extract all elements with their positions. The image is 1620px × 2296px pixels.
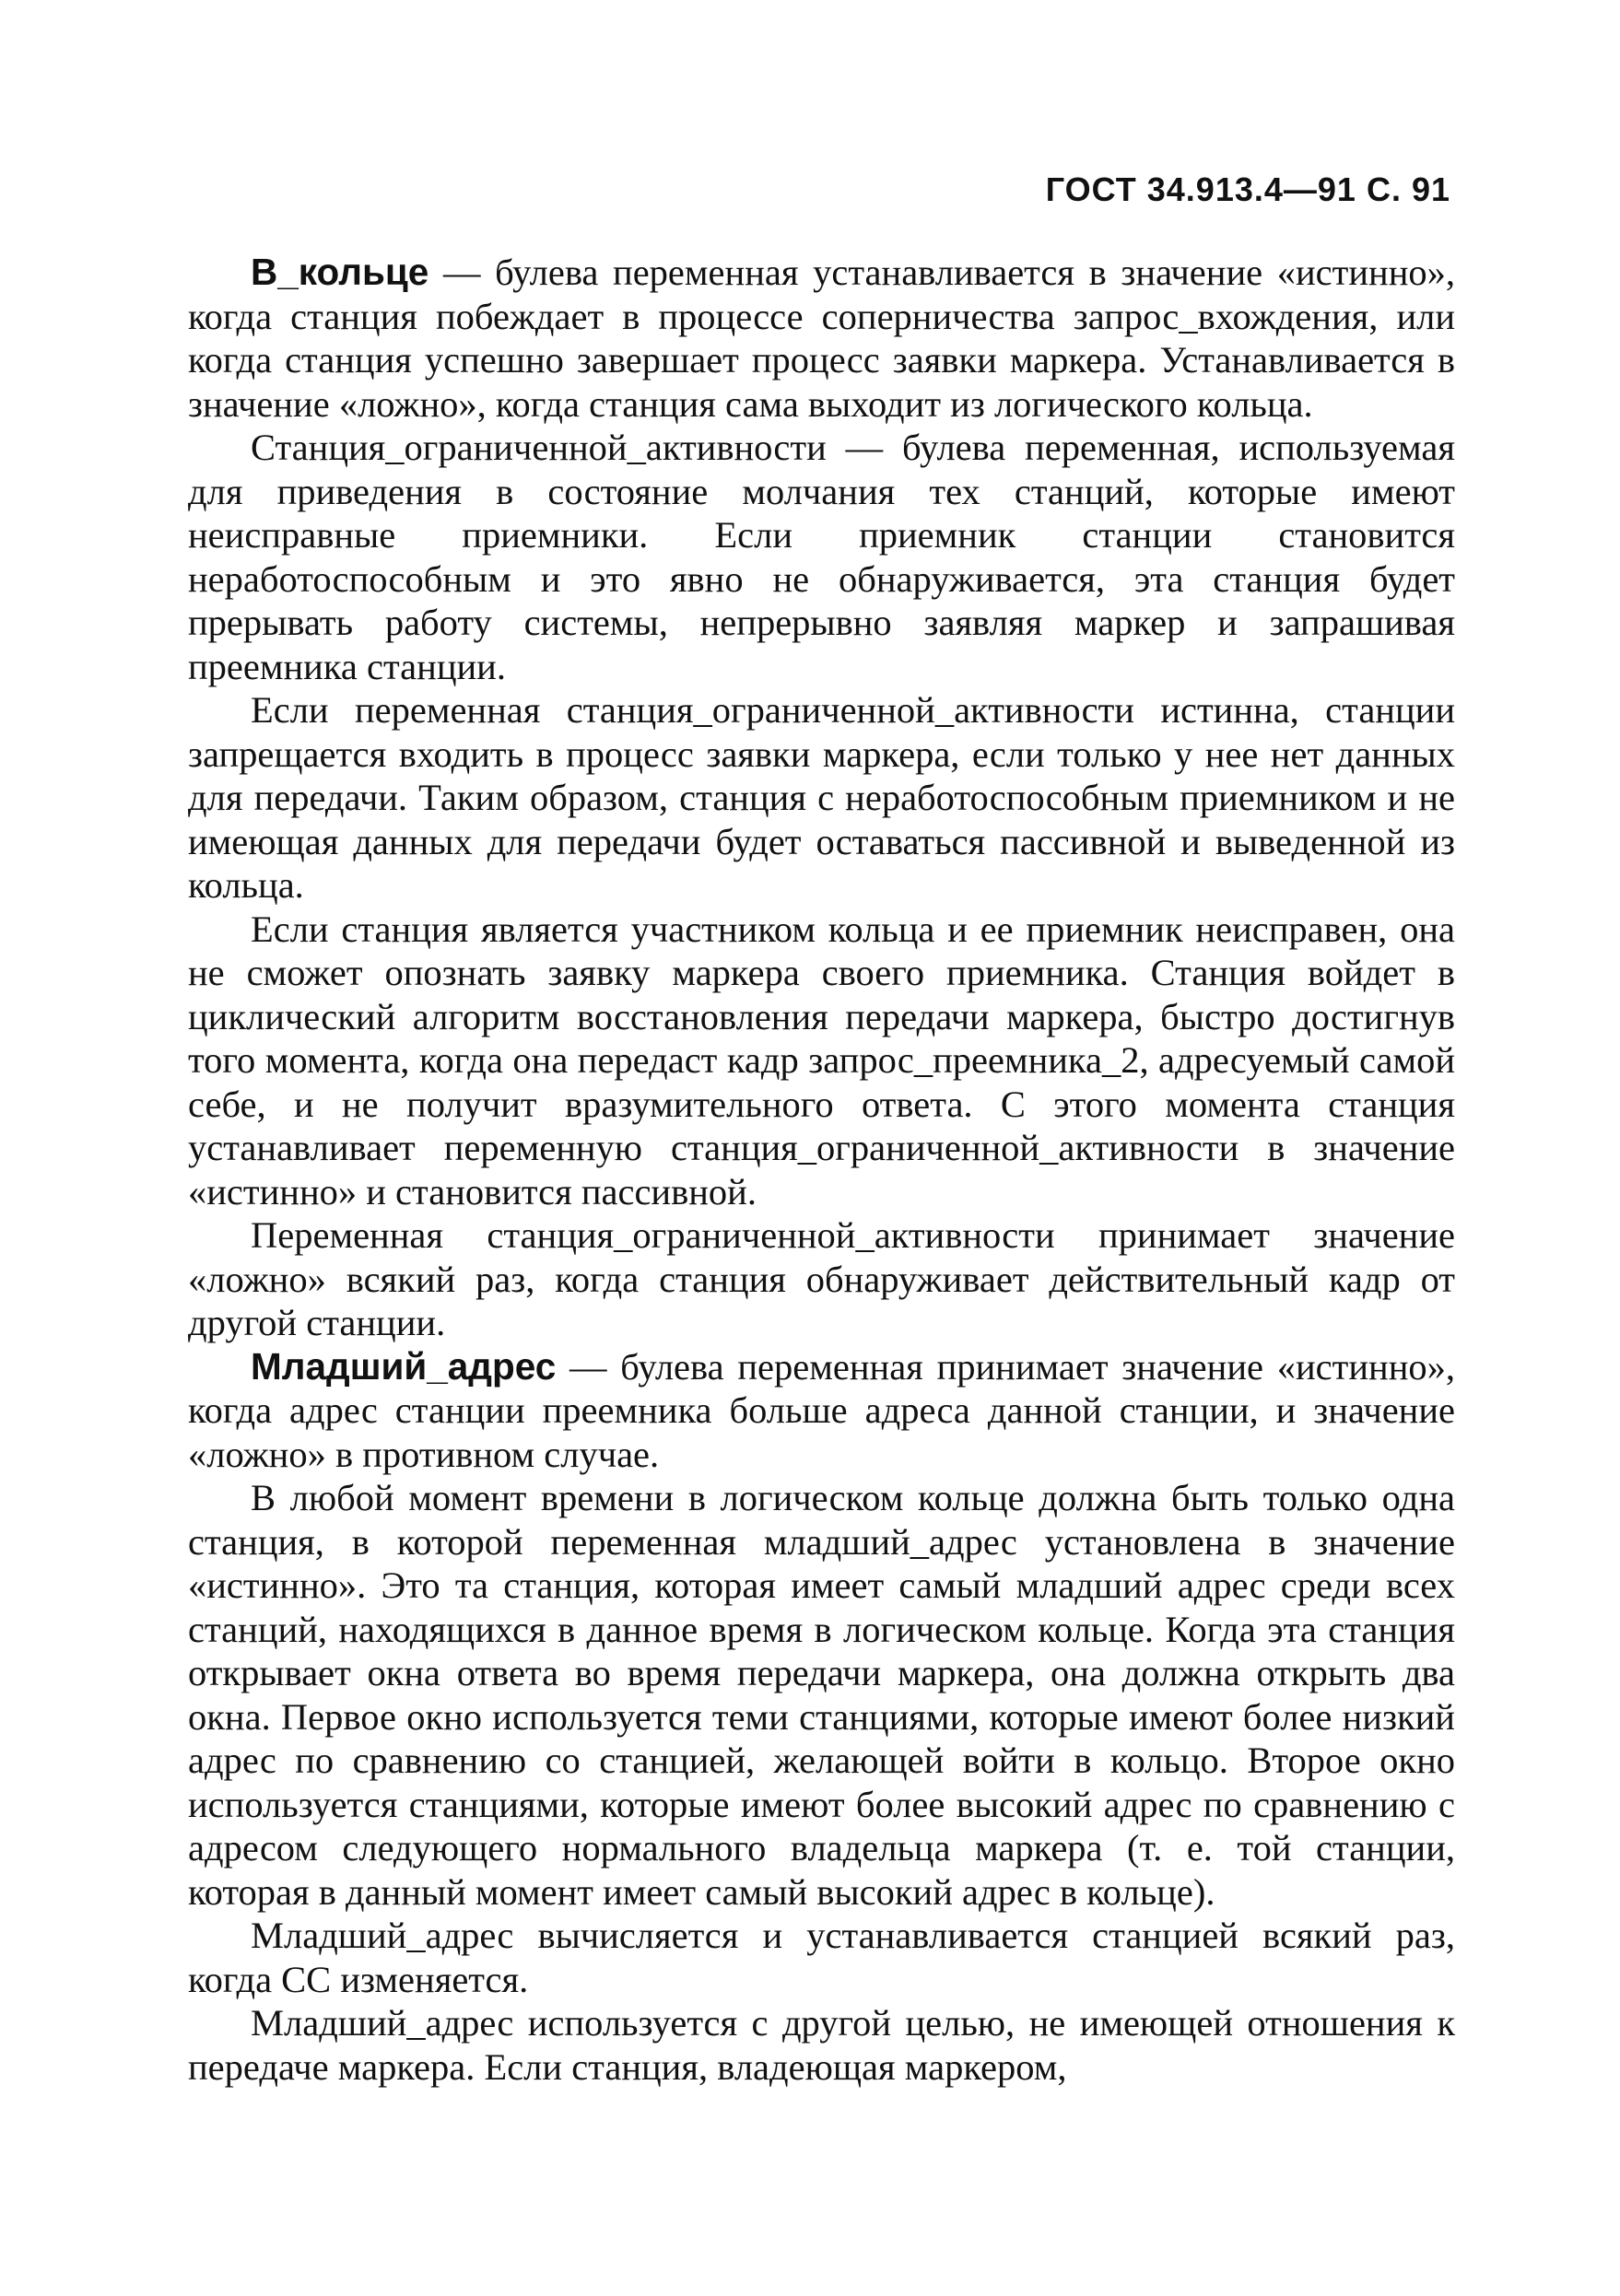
paragraph-text: — булева переменная устанавливается в значение «истинно», когда станция побеждает в процессе соперничества запрос_вхождения, или когда станция успешно завершает процесс заявки маркера. Устанавливается в значение «ложно», когда станция сама выходит из логического кольца. <box>188 252 1455 425</box>
paragraph-znachenie-lozhno <box>188 1213 1455 1345</box>
paragraph-mladshiy-adres <box>188 1345 1455 1477</box>
paragraph-vychislenie <box>188 1914 1455 2001</box>
paragraph-text: Младший_адрес вычисляется и устанавливается станцией всякий раз, когда СС изменяется. <box>188 1915 1455 2000</box>
paragraph-zapret-zayavki <box>188 688 1455 908</box>
document-body <box>188 251 1455 2089</box>
paragraph-neispravnyy-priemnik <box>188 908 1455 1214</box>
paragraph-text: Если станция является участником кольца и ее приемник неисправен, она не сможет опознать заявку маркера своего приемника. Станция войдет в циклический алгоритм восстановления передачи маркера, быстро достигнув того момента, когда она передаст кадр запрос_преемника_2, адресуемый самой себе, и не получит вразумительного ответа. С этого момента станция устанавливает переменную станция_ограниченной_активности в значение «истинно» и становится пассивной. <box>188 908 1455 1212</box>
term-mladshiy-adres: Младший_адрес <box>251 1344 557 1388</box>
paragraph-stantsiya-ogranichennoy-aktivnosti <box>188 426 1455 688</box>
paragraph-text: Младший_адрес используется с другой целью, не имеющей отношения к передаче маркера. Если станция, владеющая маркером, <box>188 2002 1455 2088</box>
paragraph-v-koltse <box>188 251 1455 426</box>
paragraph-text: В любой момент времени в логическом кольце должна быть только одна станция, в которой переменная младший_адрес установлена в значение «истинно». Это та станция, которая имеет самый младший адрес среди всех станций, находящихся в данное время в логическом кольце. Когда эта станция открывает окна ответа во время передачи маркера, она должна открыть два окна. Первое окно используется теми станциями, которые имеют более низкий адрес по сравнению со станцией, желающей войти в кольцо. Второе окно используется станциями, которые имеют более высокий адрес по сравнению с адресом следующего нормального владельца маркера (т. е. той станции, которая в данный момент имеет самый высокий адрес в кольце). <box>188 1477 1455 1913</box>
term-v-koltse: В_кольце <box>251 251 429 293</box>
paragraph-okna-otveta <box>188 1476 1455 1914</box>
paragraph-text: Если переменная станция_ограниченной_активности истинна, станции запрещается входить в процесс заявки маркера, если только у нее нет данных для передачи. Таким образом, станция с неработоспособным приемником и не имеющая данных для передачи будет оставаться пассивной и выведенной из кольца. <box>188 689 1455 906</box>
paragraph-text: — булева переменная принимает значение «истинно», когда адрес станции преемника больше адреса данной станции, и значение «ложно» в противном случае. <box>188 1345 1455 1475</box>
paragraph-text: Станция_ограниченной_активности — булева переменная, используемая для приведения в состояние молчания тех станций, которые имеют неисправные приемники. Если приемник станции становится неработоспособным и это явно не обнаруживается, эта станция будет прерывать работу системы, непрерывно заявляя маркер и запрашивая преемника станции. <box>188 427 1455 687</box>
paragraph-drugaya-tsel <box>188 2001 1455 2089</box>
page-header: ГОСТ 34.913.4—91 С. 91 <box>1045 170 1450 208</box>
paragraph-text: Переменная станция_ограниченной_активности принимает значение «ложно» всякий раз, когда станция обнаруживает действительный кадр от другой станции. <box>188 1214 1455 1343</box>
